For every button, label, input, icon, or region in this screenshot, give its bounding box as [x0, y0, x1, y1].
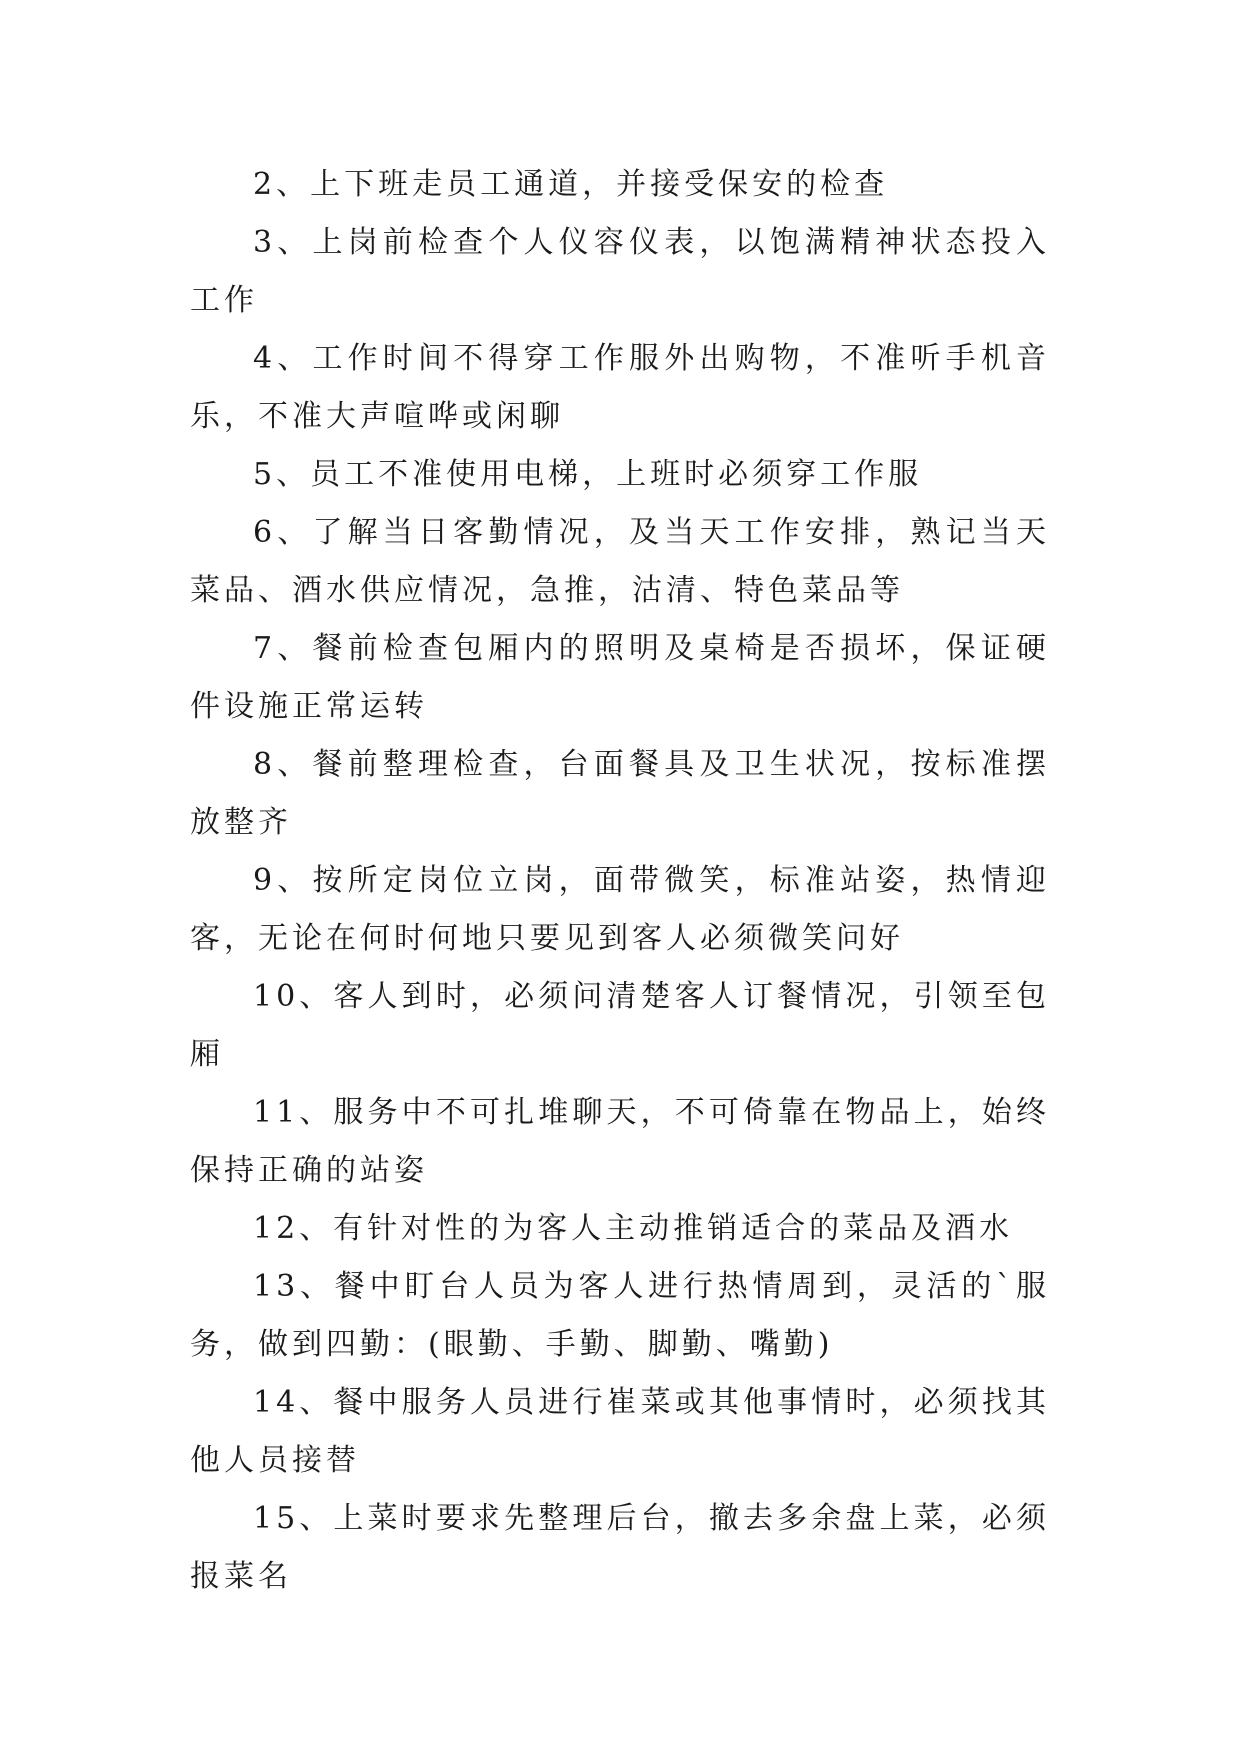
paragraph-item-3: 3、上岗前检查个人仪容仪表，以饱满精神状态投入工作: [190, 225, 1050, 318]
paragraph-item-13: 13、餐中盯台人员为客人进行热情周到，灵活的`服务，做到四勤：(眼勤、手勤、脚勤、嘴勤): [190, 1269, 1050, 1362]
paragraph-item-10: 10、客人到时，必须问清楚客人订餐情况，引领至包厢: [190, 979, 1050, 1072]
paragraph-item-9: 9、按所定岗位立岗，面带微笑，标准站姿，热情迎客，无论在何时何地只要见到客人必须微笑问好: [190, 863, 1050, 956]
paragraph-item-7: 7、餐前检查包厢内的照明及桌椅是否损坏，保证硬件设施正常运转: [190, 631, 1050, 724]
paragraph-item-4: 4、工作时间不得穿工作服外出购物，不准听手机音乐，不准大声喧哗或闲聊: [190, 341, 1050, 434]
paragraph-item-5: 5、员工不准使用电梯，上班时必须穿工作服: [253, 457, 923, 492]
document-page: [190, 156, 1050, 1606]
paragraph-item-15: 15、上菜时要求先整理后台，撤去多余盘上菜，必须报菜名: [190, 1501, 1050, 1594]
paragraph-item-6: 6、了解当日客勤情况，及当天工作安排，熟记当天菜品、酒水供应情况，急推，沽清、特色菜品等: [190, 515, 1050, 608]
paragraph-item-12: 12、有针对性的为客人主动推销适合的菜品及酒水: [253, 1211, 1014, 1246]
paragraph-item-11: 11、服务中不可扎堆聊天，不可倚靠在物品上，始终保持正确的站姿: [190, 1095, 1050, 1188]
paragraph-item-2: 2、上下班走员工通道，并接受保安的检查: [253, 167, 889, 202]
paragraph-item-14: 14、餐中服务人员进行崔菜或其他事情时，必须找其他人员接替: [190, 1385, 1050, 1478]
paragraph-item-8: 8、餐前整理检查，台面餐具及卫生状况，按标准摆放整齐: [190, 747, 1050, 840]
